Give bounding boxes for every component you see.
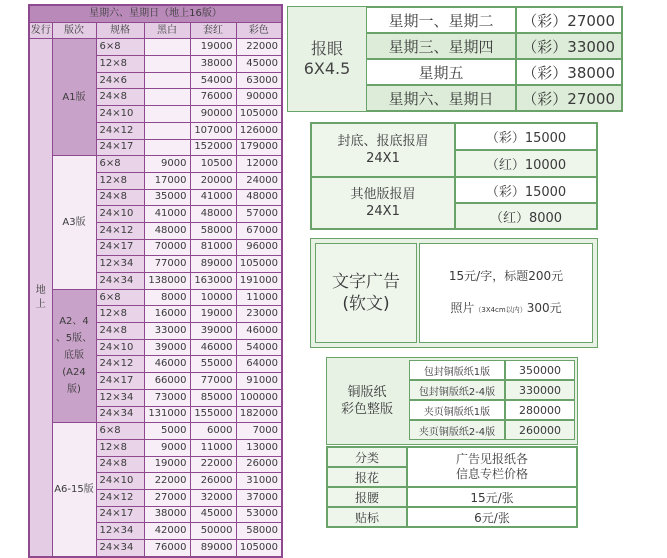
bw-price-cell: 17000 [144, 172, 190, 189]
color-price-cell: 105000 [236, 540, 282, 557]
size-cell: 12×34 [96, 256, 144, 273]
red-price-cell: 76000 [190, 89, 236, 106]
rate-table [28, 4, 283, 558]
masthead-panel [287, 6, 623, 112]
other-eyebrow-color-price: （彩）15000 [455, 177, 597, 203]
bw-price-cell: 131000 [144, 406, 190, 423]
tiebiao-price: 6元/张 [407, 507, 577, 527]
red-price-cell: 32000 [190, 489, 236, 506]
see-info-note: 广告见报纸各 信息专栏价格 [407, 447, 577, 487]
size-cell: 24×17 [96, 139, 144, 156]
red-price-cell: 39000 [190, 323, 236, 340]
rate-table-title: 星期六、星期日（地上16版） [29, 5, 282, 22]
bw-price-cell [144, 39, 190, 56]
bw-price-cell [144, 89, 190, 106]
size-cell: 24×34 [96, 540, 144, 557]
coated-row-3-price: 280000 [505, 400, 575, 420]
masthead-label: 报眼 6X4.5 [303, 39, 351, 78]
coated-row-4-price: 260000 [505, 420, 575, 440]
bw-price-cell: 77000 [144, 256, 190, 273]
size-cell: 24×34 [96, 273, 144, 290]
color-price-cell: 90000 [236, 89, 282, 106]
eyebrow-panel [310, 122, 598, 230]
color-price-cell: 24000 [236, 172, 282, 189]
size-cell: 24×10 [96, 106, 144, 123]
column-header: 黑白 [144, 22, 190, 39]
bw-price-cell: 33000 [144, 323, 190, 340]
coated-row-3-name: 夹页铜版纸1版 [409, 400, 505, 420]
size-cell: 12×8 [96, 56, 144, 73]
red-price-cell: 81000 [190, 239, 236, 256]
bw-price-cell: 16000 [144, 306, 190, 323]
size-cell: 24×8 [96, 323, 144, 340]
bw-price-cell [144, 106, 190, 123]
red-price-cell: 152000 [190, 139, 236, 156]
color-price-cell: 54000 [236, 339, 282, 356]
red-price-cell: 38000 [190, 56, 236, 73]
size-cell: 24×17 [96, 373, 144, 390]
baohua-label: 报花 [327, 467, 407, 487]
cover-eyebrow-color-price: （彩）15000 [455, 123, 597, 150]
red-price-cell: 89000 [190, 540, 236, 557]
coated-row-1-price: 350000 [505, 360, 575, 380]
masthead-day-1: 星期一、星期二 [366, 7, 516, 33]
photo-label: 照片 [450, 301, 475, 315]
red-price-cell: 90000 [190, 106, 236, 123]
issue-cell: 地 上 [29, 39, 52, 557]
tiebiao-label: 贴标 [327, 507, 407, 527]
bw-price-cell: 27000 [144, 489, 190, 506]
size-cell: 6×8 [96, 156, 144, 173]
red-price-cell: 45000 [190, 506, 236, 523]
red-price-cell: 19000 [190, 39, 236, 56]
text-ad-photo [450, 284, 561, 318]
bw-price-cell [144, 139, 190, 156]
red-price-cell: 48000 [190, 206, 236, 223]
photo-price: 300元 [526, 301, 562, 315]
size-cell: 12×34 [96, 523, 144, 540]
version-cell: A2、4 、5版、 底版 (A24 版) [52, 289, 96, 423]
red-price-cell: 155000 [190, 406, 236, 423]
masthead-day-3: 星期五 [366, 59, 516, 85]
size-cell: 24×6 [96, 72, 144, 89]
red-price-cell: 50000 [190, 523, 236, 540]
bw-price-cell: 35000 [144, 189, 190, 206]
bw-price-cell: 38000 [144, 506, 190, 523]
size-cell: 12×8 [96, 306, 144, 323]
red-price-cell: 11000 [190, 439, 236, 456]
cover-eyebrow-label: 封底、报底报眉 24X1 [311, 123, 455, 177]
color-price-cell: 37000 [236, 489, 282, 506]
bw-price-cell [144, 122, 190, 139]
red-price-cell: 10000 [190, 289, 236, 306]
color-price-cell: 53000 [236, 506, 282, 523]
masthead-price-1: （彩）27000 [516, 7, 622, 33]
size-cell: 24×10 [96, 339, 144, 356]
color-price-cell: 22000 [236, 39, 282, 56]
coated-paper-panel [326, 357, 578, 445]
bw-price-cell: 9000 [144, 156, 190, 173]
red-price-cell: 58000 [190, 222, 236, 239]
coated-row-1-name: 包封铜版纸1版 [409, 360, 505, 380]
version-cell: A6-15版 [52, 423, 96, 557]
size-cell: 12×34 [96, 389, 144, 406]
cover-eyebrow-red-price: （红）10000 [455, 150, 597, 177]
color-price-cell: 126000 [236, 122, 282, 139]
size-cell: 24×34 [96, 406, 144, 423]
bw-price-cell: 138000 [144, 273, 190, 290]
size-cell: 24×10 [96, 473, 144, 490]
text-ad-label: 文字广告 (软文) [315, 243, 417, 343]
size-cell: 24×10 [96, 206, 144, 223]
masthead-price-4: （彩）27000 [516, 85, 622, 111]
color-price-cell: 105000 [236, 256, 282, 273]
red-price-cell: 20000 [190, 172, 236, 189]
size-cell: 24×17 [96, 239, 144, 256]
color-price-cell: 46000 [236, 323, 282, 340]
version-cell: A1版 [52, 39, 96, 156]
masthead-price-2: （彩）33000 [516, 33, 622, 59]
red-price-cell: 107000 [190, 122, 236, 139]
bw-price-cell: 19000 [144, 456, 190, 473]
column-header: 套红 [190, 22, 236, 39]
bw-price-cell: 5000 [144, 423, 190, 440]
text-ad-prices [419, 243, 593, 343]
photo-size-note: （3X4cm以内） [474, 306, 527, 314]
misc-table [326, 446, 578, 528]
red-price-cell: 54000 [190, 72, 236, 89]
table-row [29, 39, 282, 56]
red-price-cell: 22000 [190, 456, 236, 473]
column-header: 版次 [52, 22, 96, 39]
color-price-cell: 48000 [236, 189, 282, 206]
color-price-cell: 91000 [236, 373, 282, 390]
size-cell: 24×8 [96, 189, 144, 206]
rate-header-row [29, 22, 282, 39]
color-price-cell: 100000 [236, 389, 282, 406]
size-cell: 6×8 [96, 39, 144, 56]
other-eyebrow-label: 其他版报眉 24X1 [311, 177, 455, 229]
bw-price-cell: 46000 [144, 356, 190, 373]
size-cell: 24×12 [96, 222, 144, 239]
red-price-cell: 77000 [190, 373, 236, 390]
masthead-day-4: 星期六、星期日 [366, 85, 516, 111]
column-header: 规格 [96, 22, 144, 39]
bw-price-cell: 41000 [144, 206, 190, 223]
masthead-day-2: 星期三、星期四 [366, 33, 516, 59]
coated-row-4-name: 夹页铜版纸2-4版 [409, 420, 505, 440]
color-price-cell: 179000 [236, 139, 282, 156]
size-cell: 24×12 [96, 122, 144, 139]
color-price-cell: 64000 [236, 356, 282, 373]
bw-price-cell: 9000 [144, 439, 190, 456]
bw-price-cell: 73000 [144, 389, 190, 406]
color-price-cell: 67000 [236, 222, 282, 239]
color-price-cell: 58000 [236, 523, 282, 540]
baoyao-price: 15元/张 [407, 487, 577, 507]
color-price-cell: 7000 [236, 423, 282, 440]
size-cell: 24×17 [96, 506, 144, 523]
coated-row-2-name: 包封铜版纸2-4版 [409, 380, 505, 400]
size-cell: 24×8 [96, 456, 144, 473]
bw-price-cell: 48000 [144, 222, 190, 239]
masthead-price-3: （彩）38000 [516, 59, 622, 85]
red-price-cell: 6000 [190, 423, 236, 440]
bw-price-cell: 76000 [144, 540, 190, 557]
color-price-cell: 105000 [236, 106, 282, 123]
baoyao-label: 报腰 [327, 487, 407, 507]
bw-price-cell [144, 72, 190, 89]
size-cell: 24×12 [96, 489, 144, 506]
bw-price-cell: 70000 [144, 239, 190, 256]
color-price-cell: 26000 [236, 456, 282, 473]
size-cell: 6×8 [96, 423, 144, 440]
coated-paper-label: 铜版纸 彩色整版 [340, 385, 393, 417]
red-price-cell: 163000 [190, 273, 236, 290]
rate-title-row [29, 5, 282, 22]
size-cell: 24×12 [96, 356, 144, 373]
color-price-cell: 191000 [236, 273, 282, 290]
text-ad-per-char: 15元/字，标题200元 [448, 269, 564, 283]
column-header: 发行 [29, 22, 52, 39]
coated-row-2-price: 330000 [505, 380, 575, 400]
red-price-cell: 46000 [190, 339, 236, 356]
size-cell: 6×8 [96, 289, 144, 306]
color-price-cell: 12000 [236, 156, 282, 173]
text-ad-panel [310, 238, 598, 348]
other-eyebrow-red-price: （红）8000 [455, 203, 597, 229]
red-price-cell: 19000 [190, 306, 236, 323]
color-price-cell: 45000 [236, 56, 282, 73]
red-price-cell: 55000 [190, 356, 236, 373]
table-row [29, 423, 282, 440]
red-price-cell: 89000 [190, 256, 236, 273]
table-row [29, 156, 282, 173]
size-cell: 12×8 [96, 439, 144, 456]
color-price-cell: 57000 [236, 206, 282, 223]
bw-price-cell: 39000 [144, 339, 190, 356]
color-price-cell: 63000 [236, 72, 282, 89]
bw-price-cell: 42000 [144, 523, 190, 540]
bw-price-cell: 8000 [144, 289, 190, 306]
column-header: 彩色 [236, 22, 282, 39]
color-price-cell: 13000 [236, 439, 282, 456]
color-price-cell: 182000 [236, 406, 282, 423]
bw-price-cell: 22000 [144, 473, 190, 490]
color-price-cell: 23000 [236, 306, 282, 323]
size-cell: 12×8 [96, 172, 144, 189]
bw-price-cell: 66000 [144, 373, 190, 390]
size-cell: 24×8 [96, 89, 144, 106]
red-price-cell: 10500 [190, 156, 236, 173]
red-price-cell: 26000 [190, 473, 236, 490]
fenlei-label: 分类 [327, 447, 407, 467]
color-price-cell: 11000 [236, 289, 282, 306]
table-row [29, 289, 282, 306]
bw-price-cell [144, 56, 190, 73]
color-price-cell: 96000 [236, 239, 282, 256]
red-price-cell: 85000 [190, 389, 236, 406]
version-cell: A3版 [52, 156, 96, 290]
red-price-cell: 41000 [190, 189, 236, 206]
color-price-cell: 31000 [236, 473, 282, 490]
